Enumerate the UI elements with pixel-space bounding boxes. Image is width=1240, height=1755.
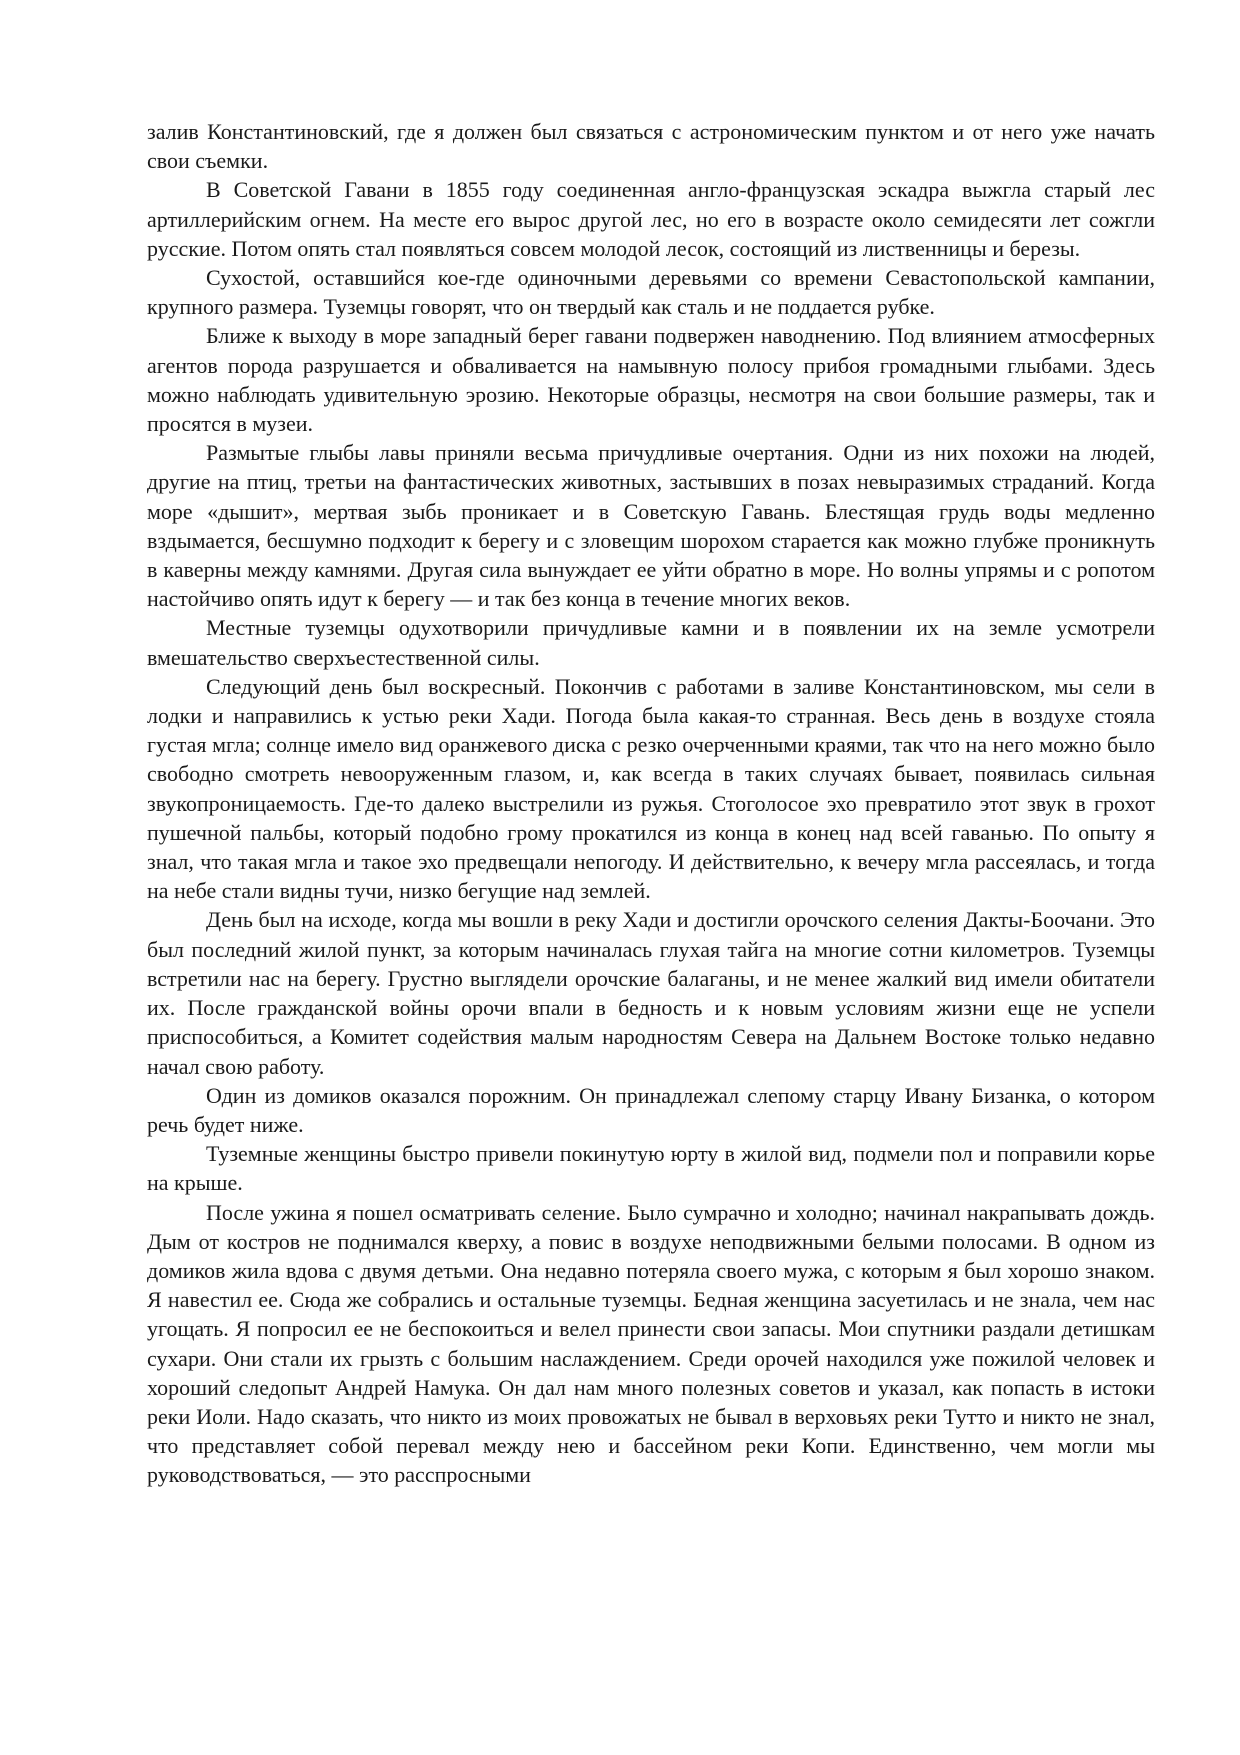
- paragraph-11: После ужина я пошел осматривать селение. Было сумрачно и холодно; начинал накрапывать дождь. Дым от костров не поднимался кверху, а повис в воздухе неподвижными белыми полосами. В одном из домиков жила вдова с двумя детьми. Она недавно потеряла своего мужа, с которым я был хорошо знаком. Я навестил ее. Сюда же собрались и остальные туземцы. Бедная женщина засуетилась и не знала, чем нас угощать. Я попросил ее не беспокоиться и велел принести свои запасы. Мои спутники раздали детишкам сухари. Они стали их грызть с большим наслаждением. Среди орочей находился уже пожилой человек и хороший следопыт Андрей Намука. Он дал нам много полезных советов и указал, как попасть в истоки реки Иоли. Надо сказать, что никто из моих провожатых не бывал в верховьях реки Тутто и никто не знал, что представляет собой перевал между нею и бассейном реки Копи. Единственно, чем могли мы руководствоваться, — это расспросными: [147, 1199, 1155, 1488]
- paragraph-10: Туземные женщины быстро привели покинутую юрту в жилой вид, подмели пол и поправили корье на крыше.: [147, 1141, 1155, 1196]
- document-page: [147, 117, 1155, 1490]
- paragraph-4: Ближе к выходу в море западный берег гавани подвержен наводнению. Под влиянием атмосферных агентов порода разрушается и обваливается на намывную полосу прибоя громадными глыбами. Здесь можно наблюдать удивительную эрозию. Некоторые образцы, несмотря на свои большие размеры, так и просятся в музеи.: [147, 323, 1155, 437]
- paragraph-7: Следующий день был воскресный. Покончив с работами в заливе Константиновском, мы сели в лодки и направились к устью реки Хади. Погода была какая-то странная. Весь день в воздухе стояла густая мгла; солнце имело вид оранжевого диска с резко очерченными краями, так что на него можно было свободно смотреть невооруженным глазом, и, как всегда в таких случаях бывает, появилась сильная звукопроницаемость. Где-то далеко выстрелили из ружья. Стоголосое эхо превратило этот звук в грохот пушечной пальбы, который подобно грому прокатился из конца в конец над всей гаванью. По опыту я знал, что такая мгла и такое эхо предвещали непогоду. И действительно, к вечеру мгла рассеялась, и тогда на небе стали видны тучи, низко бегущие над землей.: [147, 673, 1155, 904]
- paragraph-5: Размытые глыбы лавы приняли весьма причудливые очертания. Одни из них похожи на людей, другие на птиц, третьи на фантастических животных, застывших в позах невыразимых страданий. Когда море «дышит», мертвая зыбь проникает и в Советскую Гавань. Блестящая грудь воды медленно вздымается, бесшумно подходит к берегу и с зловещим шорохом старается как можно глубже проникнуть в каверны между камнями. Другая сила вынуждает ее уйти обратно в море. Но волны упрямы и с ропотом настойчиво опять идут к берегу — и так без конца в течение многих веков.: [147, 440, 1155, 612]
- paragraph-1: залив Константиновский, где я должен был связаться с астрономическим пунктом и от него уже начать свои съемки.: [147, 119, 1155, 174]
- paragraph-6: Местные туземцы одухотворили причудливые камни и в появлении их на земле усмотрели вмешательство сверхъестественной силы.: [147, 615, 1155, 670]
- paragraph-2: В Советской Гавани в 1855 году соединенная англо-французская эскадра выжгла старый лес артиллерийским огнем. На месте его вырос другой лес, но его в возрасте около семидесяти лет сожгли русские. Потом опять стал появляться совсем молодой лесок, состоящий из лиственницы и березы.: [147, 177, 1155, 261]
- paragraph-8: День был на исходе, когда мы вошли в реку Хади и достигли орочского селения Дакты-Боочани. Это был последний жилой пункт, за которым начиналась глухая тайга на многие сотни километров. Туземцы встретили нас на берегу. Грустно выглядели орочские балаганы, и не менее жалкий вид имели обитатели их. После гражданской войны орочи впали в бедность и к новым условиям жизни еще не успели приспособиться, а Комитет содействия малым народностям Севера на Дальнем Востоке только недавно начал свою работу.: [147, 907, 1155, 1079]
- paragraph-9: Один из домиков оказался порожним. Он принадлежал слепому старцу Ивану Бизанка, о котором речь будет ниже.: [147, 1082, 1155, 1137]
- paragraph-3: Сухостой, оставшийся кое-где одиночными деревьями со времени Севастопольской кампании, крупного размера. Туземцы говорят, что он твердый как сталь и не поддается рубке.: [147, 265, 1155, 320]
